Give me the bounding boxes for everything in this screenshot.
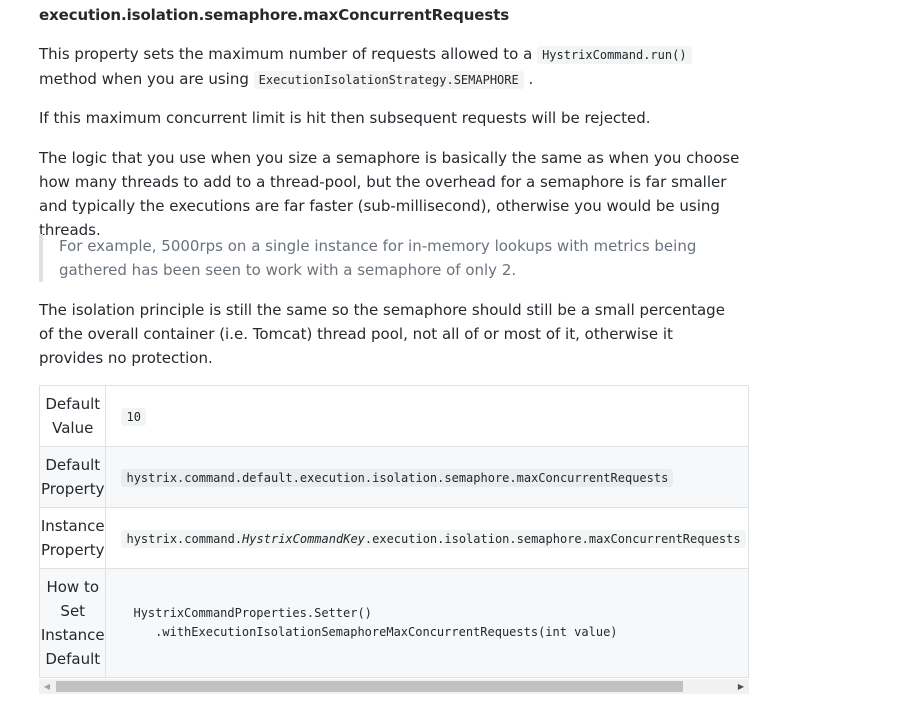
default-property-cell <box>106 447 749 508</box>
property-heading: execution.isolation.semaphore.maxConcurrentRequests <box>39 6 510 24</box>
description-paragraph <box>39 42 739 92</box>
property-table-container[interactable] <box>39 385 749 693</box>
default-value-label: Default Value <box>40 386 106 447</box>
command-key-placeholder: HystrixCommandKey <box>242 532 365 546</box>
instance-property-code: hystrix.command.HystrixCommandKey.execution.isolation.semaphore.maxConcurrentRequests <box>121 530 745 548</box>
how-to-set-label: How to Set Instance Default <box>40 569 106 678</box>
table-row <box>40 569 749 678</box>
isolation-paragraph: The isolation principle is still the same so the semaphore should still be a small percentage of the overall container (i.e. Tomcat) thread pool, not all of or most of it, otherwise it provides no protection. <box>39 301 725 367</box>
table-row <box>40 508 749 569</box>
scroll-right-arrow-icon[interactable]: ▶ <box>737 682 745 691</box>
scrollbar-thumb[interactable] <box>56 681 683 692</box>
instance-property-cell <box>106 508 749 569</box>
run-method-code: HystrixCommand.run() <box>537 46 692 64</box>
how-to-set-cell <box>106 569 749 678</box>
scroll-left-arrow-icon[interactable]: ◀ <box>43 682 51 691</box>
table-row <box>40 386 749 447</box>
property-table <box>39 385 749 678</box>
default-value-code: 10 <box>121 408 145 426</box>
semaphore-strategy-code: ExecutionIsolationStrategy.SEMAPHORE <box>254 71 524 89</box>
description-text-c: . <box>523 70 534 88</box>
setter-code-block: HystrixCommandProperties.Setter() .withExecutionIsolationSemaphoreMaxConcurrentRequests(int value) <box>133 606 618 639</box>
sizing-paragraph: The logic that you use when you size a semaphore is basically the same as when you choose how many threads to add to a thread-pool, but the overhead for a semaphore is far smaller and typically the executions are far faster (sub-millisecond), otherwise you would be using threads. <box>39 149 740 239</box>
default-property-code: hystrix.command.default.execution.isolation.semaphore.maxConcurrentRequests <box>121 469 673 487</box>
table-row <box>40 447 749 508</box>
default-property-label: Default Property <box>40 447 106 508</box>
example-blockquote <box>39 234 749 282</box>
description-text-b: method when you are using <box>39 70 254 88</box>
horizontal-scrollbar[interactable] <box>39 679 749 694</box>
instance-property-label: Instance Property <box>40 508 106 569</box>
example-quote-text: For example, 5000rps on a single instance for in-memory lookups with metrics being gathered has been seen to work with a semaphore of only 2. <box>59 237 697 279</box>
rejection-paragraph: If this maximum concurrent limit is hit then subsequent requests will be rejected. <box>39 109 651 127</box>
default-value-cell <box>106 386 749 447</box>
description-text-a: This property sets the maximum number of requests allowed to a <box>39 45 538 63</box>
